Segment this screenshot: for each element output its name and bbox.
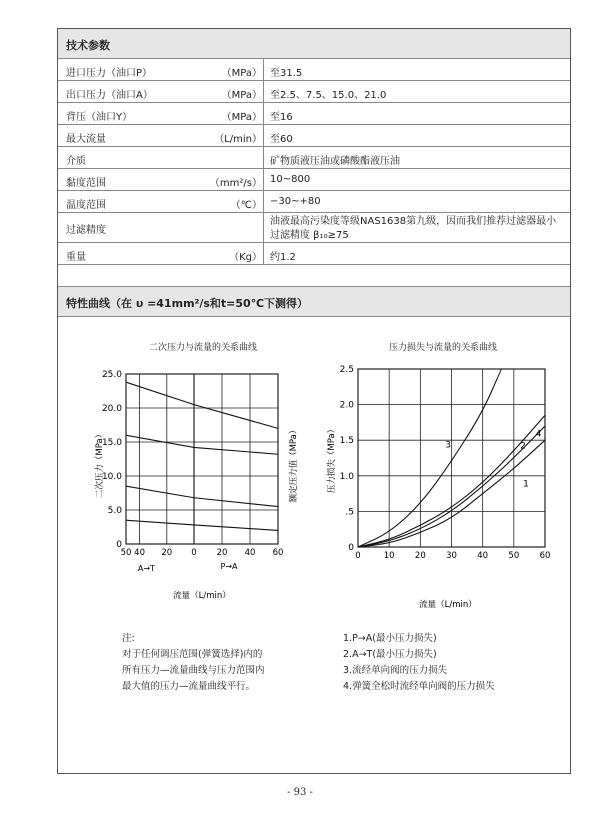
column-divider xyxy=(263,125,264,147)
direction-label-right: P→A xyxy=(220,562,238,571)
column-divider xyxy=(263,213,264,243)
y-tick-label: 1.5 xyxy=(339,436,354,447)
param-value: −30~+80 xyxy=(270,196,321,207)
param-name: 介质 xyxy=(66,156,86,167)
param-name: 最大流量 xyxy=(66,134,106,145)
x-tick-label: 40 xyxy=(477,551,489,561)
y-tick-label: 0 xyxy=(348,543,354,553)
param-unit: （L/min） xyxy=(214,134,262,145)
param-row xyxy=(58,59,570,81)
y-tick-label: 2.5 xyxy=(339,365,354,375)
param-unit: （MPa） xyxy=(221,90,262,101)
param-value: 矿物质液压油或磷酸酯液压油 xyxy=(270,156,400,167)
x-tick-label: 0 xyxy=(191,548,197,558)
left-chart xyxy=(78,364,328,604)
x-tick-label: 50 xyxy=(120,548,132,558)
param-unit: （MPa） xyxy=(221,112,262,123)
note-title: 注: xyxy=(122,633,135,644)
x-axis-label: 流量（L/min） xyxy=(173,591,231,601)
series-line xyxy=(126,520,278,530)
x-tick-label: 60 xyxy=(539,551,551,561)
series-label: 4 xyxy=(535,429,542,440)
param-row xyxy=(58,125,570,147)
right-chart-title: 压力损失与流量的关系曲线 xyxy=(388,343,497,353)
y-tick-label: .5 xyxy=(345,507,354,518)
spec-frame xyxy=(57,28,571,774)
param-value: 至31.5 xyxy=(270,68,303,79)
left-chart-title: 二次压力与流量的关系曲线 xyxy=(148,343,257,353)
blank-row xyxy=(58,265,570,287)
series-line xyxy=(126,382,278,428)
param-row xyxy=(58,191,570,213)
curves-header xyxy=(58,287,570,317)
x-tick-label: 20 xyxy=(414,551,426,561)
param-name: 背压（油口Y） xyxy=(66,112,133,123)
param-value: 至16 xyxy=(270,112,293,123)
column-divider xyxy=(263,59,264,81)
param-row xyxy=(58,169,570,191)
column-divider xyxy=(263,103,264,125)
series-label: 2 xyxy=(520,441,526,452)
param-unit: （MPa） xyxy=(221,68,262,79)
param-unit: （Kg） xyxy=(229,252,262,263)
param-row xyxy=(58,81,570,103)
param-value: 约1.2 xyxy=(270,252,296,263)
param-unit: （℃） xyxy=(230,200,262,211)
param-value: 至2.5、7.5、15.0、21.0 xyxy=(270,90,387,101)
column-divider xyxy=(263,243,264,265)
x-tick-label: 40 xyxy=(244,548,256,558)
x-tick-label: 0 xyxy=(355,551,361,561)
note-line: 所有压力—流量曲线与压力范围内 xyxy=(122,665,265,676)
legend-note-line: 4.弹簧全松时流经单向阀的压力损失 xyxy=(343,681,495,692)
x-tick-label: 40 xyxy=(134,548,146,558)
param-value: 至60 xyxy=(270,134,293,145)
params-header xyxy=(58,29,570,59)
y-tick-label: 10.0 xyxy=(101,472,122,482)
x-tick-label: 60 xyxy=(272,548,284,558)
x-axis-label: 流量（L/min） xyxy=(419,600,477,610)
y-tick-label: 5.0 xyxy=(107,506,122,516)
column-divider xyxy=(263,147,264,169)
curves-title: 特性曲线（在 υ =41mm²/s和t=50℃下测得） xyxy=(66,297,309,310)
param-name: 黏度范围 xyxy=(66,178,106,189)
column-divider xyxy=(263,169,264,191)
page-number: - 93 - xyxy=(287,787,313,798)
param-unit: （mm²/s） xyxy=(209,178,262,189)
param-name: 重量 xyxy=(66,252,86,263)
column-divider xyxy=(263,191,264,213)
param-name: 出口压力（油口A） xyxy=(66,90,153,101)
note-line: 对于任何调压范围(弹簧选择)内的 xyxy=(122,649,263,660)
y-tick-label: 1.0 xyxy=(339,471,354,482)
param-value: 油液最高污染度等级NAS1638第九级，因而我们推荐过滤器最小过滤精度 β₁₀≥75 xyxy=(270,216,557,241)
params-title: 技术参数 xyxy=(66,39,110,52)
x-tick-label: 20 xyxy=(216,548,228,558)
series-line xyxy=(126,486,278,506)
param-row xyxy=(58,213,570,243)
y-axis-label: 二次压力（MPa） xyxy=(95,429,105,499)
y-tick-label: 15.0 xyxy=(101,438,122,448)
y-tick-label: 20.0 xyxy=(101,404,122,414)
param-row xyxy=(58,103,570,125)
legend-note-line: 1.P→A(最小压力损失) xyxy=(343,633,437,644)
y-tick-label: 25.0 xyxy=(101,370,122,380)
column-divider xyxy=(263,81,264,103)
note-right xyxy=(343,631,495,695)
param-row xyxy=(58,243,570,265)
series-line xyxy=(126,435,278,454)
direction-label-left: A→T xyxy=(137,564,155,573)
y-axis-label: 压力损失（MPa） xyxy=(327,424,337,494)
right-chart xyxy=(320,364,560,610)
x-tick-label: 10 xyxy=(383,551,395,561)
param-name: 过滤精度 xyxy=(66,225,106,236)
param-row xyxy=(58,147,570,169)
plot-frame xyxy=(126,374,278,544)
series-label: 1 xyxy=(523,479,529,490)
y-tick-label: 2.0 xyxy=(339,400,354,411)
x-tick-label: 20 xyxy=(161,548,173,558)
param-name: 温度范围 xyxy=(66,200,106,211)
param-value: 10~800 xyxy=(270,174,311,185)
legend-note-line: 2.A→T(最小压力损失) xyxy=(343,649,437,660)
param-name: 进口压力（油口P） xyxy=(66,68,153,79)
legend-note-line: 3.流经单向阀的压力损失 xyxy=(343,665,448,676)
note-left xyxy=(122,631,265,695)
y-axis-label-right: 额定压力值（MPa） xyxy=(289,425,299,503)
note-line: 最大值的压力—流量曲线平行。 xyxy=(122,681,256,692)
series-label: 3 xyxy=(445,440,452,451)
y-tick-label: 0 xyxy=(116,540,122,550)
x-tick-label: 50 xyxy=(508,551,520,561)
x-tick-label: 30 xyxy=(446,551,457,561)
